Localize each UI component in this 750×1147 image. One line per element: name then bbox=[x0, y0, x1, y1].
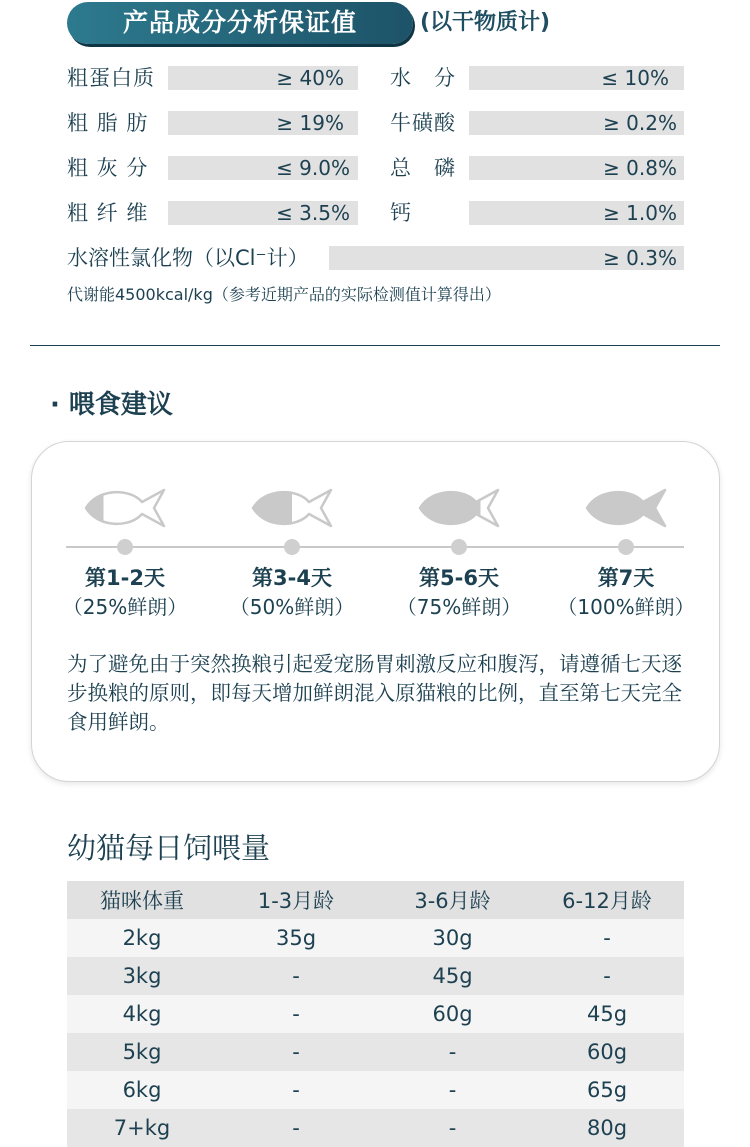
table-header-row bbox=[67, 881, 684, 919]
nutrient-value-chloride: ≥ 0.3% bbox=[603, 246, 677, 270]
table-cell: - bbox=[375, 1033, 530, 1071]
timeline-dot bbox=[618, 539, 634, 555]
analysis-title-badge bbox=[67, 2, 413, 44]
table-cell: 60g bbox=[375, 995, 530, 1033]
fish-icon bbox=[249, 484, 335, 532]
nutrient-label-fat: 粗 脂 肪 bbox=[67, 111, 149, 135]
stage-day-1: 第1-2天 bbox=[85, 566, 165, 590]
nutrient-label-moisture: 水 分 bbox=[390, 66, 456, 90]
nutrient-value-fiber: ≤ 3.5% bbox=[276, 201, 350, 225]
table-cell: 35g bbox=[217, 919, 375, 957]
table-cell: 7+kg bbox=[67, 1109, 217, 1147]
nutrient-label-calcium: 钙 bbox=[390, 201, 412, 225]
table-cell: 65g bbox=[530, 1071, 684, 1109]
table-cell: 2kg bbox=[67, 919, 217, 957]
table-cell: - bbox=[530, 957, 684, 995]
analysis-note: (以干物质计) bbox=[420, 10, 551, 35]
nutrient-value-protein: ≥ 40% bbox=[276, 66, 344, 90]
stage-pct-4: （100%鲜朗） bbox=[557, 595, 695, 619]
fish-icon bbox=[416, 484, 502, 532]
table-cell: 30g bbox=[375, 919, 530, 957]
table-cell: 80g bbox=[530, 1109, 684, 1147]
nutrient-value-taurine: ≥ 0.2% bbox=[603, 111, 677, 135]
table-cell: - bbox=[530, 919, 684, 957]
feeding-title: · 喂食建议 bbox=[50, 390, 173, 420]
table-cell: 60g bbox=[530, 1033, 684, 1071]
nutrient-label-ash: 粗 灰 分 bbox=[67, 156, 149, 180]
column-header: 6-12月龄 bbox=[530, 881, 684, 919]
table-cell: - bbox=[375, 1071, 530, 1109]
table-cell: 5kg bbox=[67, 1033, 217, 1071]
table-cell: - bbox=[217, 1109, 375, 1147]
table-row bbox=[67, 1033, 684, 1071]
table-row bbox=[67, 919, 684, 957]
column-header: 3-6月龄 bbox=[375, 881, 530, 919]
feeding-table bbox=[67, 881, 684, 1147]
nutrient-label-phosphorus: 总 磷 bbox=[390, 156, 456, 180]
nutrient-label-taurine: 牛磺酸 bbox=[390, 111, 456, 135]
nutrient-label-chloride: 水溶性氯化物（以Cl⁻计） bbox=[67, 246, 309, 270]
feeding-advice: 为了避免由于突然换粮引起爱宠肠胃刺激反应和腹泻，请遵循七天逐步换粮的原则，即每天增加鲜朗混入原猫粮的比例，直至第七天完全食用鲜朗。 bbox=[67, 652, 682, 734]
timeline-line bbox=[66, 546, 684, 548]
analysis-title: 产品成分分析保证值 bbox=[122, 8, 357, 37]
table-cell: - bbox=[217, 995, 375, 1033]
table-row bbox=[67, 1109, 684, 1147]
stage-day-2: 第3-4天 bbox=[252, 566, 332, 590]
table-cell: - bbox=[217, 1071, 375, 1109]
table-cell: - bbox=[375, 1109, 530, 1147]
timeline-dot bbox=[117, 539, 133, 555]
section-divider bbox=[30, 345, 720, 346]
column-header: 猫咪体重 bbox=[67, 881, 217, 919]
table-row bbox=[67, 995, 684, 1033]
table-cell: 45g bbox=[375, 957, 530, 995]
table-cell: 6kg bbox=[67, 1071, 217, 1109]
stage-day-4: 第7天 bbox=[597, 566, 655, 590]
timeline-dot bbox=[284, 539, 300, 555]
table-title: 幼猫每日饲喂量 bbox=[67, 831, 271, 865]
nutrient-value-ash: ≤ 9.0% bbox=[276, 156, 350, 180]
table-cell: 3kg bbox=[67, 957, 217, 995]
stage-pct-2: （50%鲜朗） bbox=[229, 595, 355, 619]
nutrient-label-fiber: 粗 纤 维 bbox=[67, 201, 149, 225]
nutrient-label-protein: 粗蛋白质 bbox=[67, 66, 155, 90]
table-cell: - bbox=[217, 1033, 375, 1071]
table-cell: - bbox=[217, 957, 375, 995]
table-row bbox=[67, 1071, 684, 1109]
nutrient-value-phosphorus: ≥ 0.8% bbox=[603, 156, 677, 180]
fish-icon bbox=[583, 484, 669, 532]
nutrient-value-fat: ≥ 19% bbox=[276, 111, 344, 135]
timeline-dot bbox=[451, 539, 467, 555]
stage-day-3: 第5-6天 bbox=[419, 566, 499, 590]
stage-pct-1: （25%鲜朗） bbox=[62, 595, 188, 619]
table-row bbox=[67, 957, 684, 995]
table-cell: 45g bbox=[530, 995, 684, 1033]
nutrient-value-calcium: ≥ 1.0% bbox=[603, 201, 677, 225]
fish-icon bbox=[82, 484, 168, 532]
table-cell: 4kg bbox=[67, 995, 217, 1033]
stage-pct-3: （75%鲜朗） bbox=[396, 595, 522, 619]
column-header: 1-3月龄 bbox=[217, 881, 375, 919]
energy-note: 代谢能4500kcal/kg（参考近期产品的实际检测值计算得出） bbox=[67, 285, 501, 304]
nutrient-value-moisture: ≤ 10% bbox=[601, 66, 669, 90]
